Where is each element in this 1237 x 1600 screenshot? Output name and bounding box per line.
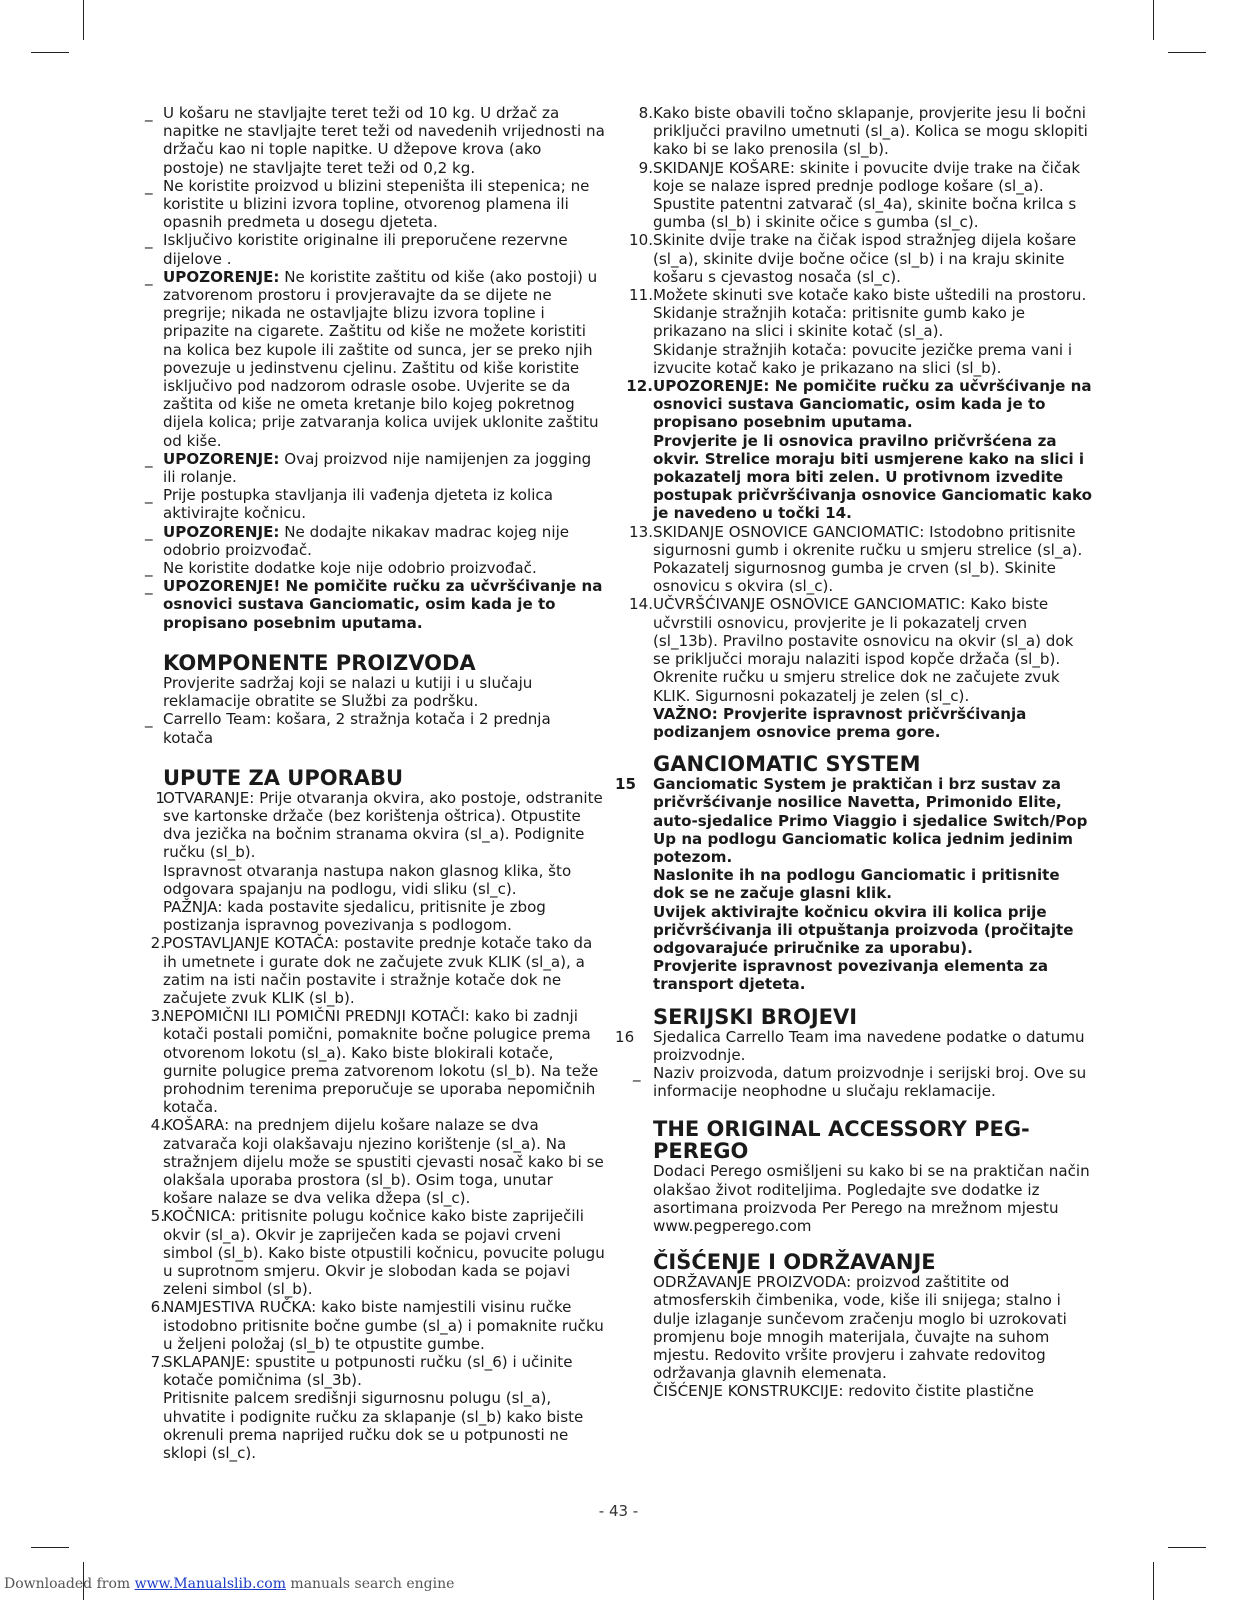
footer-suffix: manuals search engine (285, 1576, 455, 1592)
warning-item: _ UPOZORENJE: Ne koristite zaštitu od kiše (ako postoji) u zatvorenom prostoru i provjeravajte da se dijete ne pregrije; nikada ne ostavljajte blizu izvora topline i pripazite na cigarete. Zaštitu od kiše ne možete koristiti na kolica bez kupole ili zaštite od sunca, jer se preko njih povezuje u jedinstvenu cjelinu. Zaštitu od kiše koristite isključivo pod nadzorom odrasle osobe. Uvjerite se da zaštita od kiše ne ometa kretanje bilo kojeg pokretnog dijela kolica; prije zatvaranja kolica uvijek uklonite zaštitu od kiše. (145, 267, 599, 450)
instruction-item: 8. Kako biste obavili točno sklapanje, provjerite jesu li bočni priključci pravilno umetnuti (sl_a). Kolica se mogu sklopiti kako bi se lako prenosila (sl_b). (638, 104, 1088, 159)
instruction-item: 4. KOŠARA: na prednjem dijelu košare nalaze se dva zatvarača koji olakšavaju njezino korištenje (sl_a). Na stražnjem dijelu može se spustiti cjevasti nosač kako bi se olakšala uporaba prostora (sl_b). Osim toga, unutar košare nalaze se dva velika džepa (sl_c). (150, 1116, 604, 1208)
section-heading-upute: UPUTE ZA UPORABU (163, 765, 404, 790)
komponente-bullet: _ Carrello Team: košara, 2 stražnja kotača i 2 prednja kotača (145, 710, 551, 747)
ganciomatic-item: 15 Ganciomatic System je praktičan i brz sustav za pričvršćivanje nosilice Navetta, Primonido Elite, auto-sjedalice Primo Viaggio i sjedalice Switch/Pop Up na podlogu Ganciomatic kolica jednim jedinim potezom. Naslonite ih na podlogu Ganciomatic i pritisnite dok se ne začuje glasni klik. Uvijek aktivirajte kočnicu okvira ili kolica prije pričvršćivanja ili otpuštanja proizvoda (pročitajte odgovarajuće priručnike za uporabu). Provjerite ispravnost povezivanja elementa za transport djeteta. (615, 775, 1088, 994)
instruction-item: 6. NAMJESTIVA RUČKA: kako biste namjestili visinu ručke istodobno pritisnite bočne gumbe (sl_a) i pomaknite ručku u željeni položaj (sl_b) te otpustite gumbe. (150, 1298, 604, 1353)
crop-mark (83, 0, 84, 40)
crop-mark (31, 1547, 69, 1548)
warning-item: _ Ne koristite dodatke koje nije odobrio proizvođač. (145, 559, 537, 578)
instruction-item: 9. SKIDANJE KOŠARE: skinite i povucite dvije trake na čičak koje se nalaze ispred prednje podloge košare (sl_a). Spustite patentni zatvarač (sl_4a), skinite bočna krilca s gumba (sl_b) i skinite očice s gumba (sl_c). (638, 158, 1081, 232)
download-footer (4, 1576, 454, 1592)
section-heading-ganciomatic: GANCIOMATIC SYSTEM (653, 752, 921, 777)
serijski-item: 16 Sjedalica Carrello Team ima navedene podatke o datumu proizvodnje. (615, 1027, 1085, 1064)
instruction-item: 11. Možete skinuti sve kotače kako biste uštedili na prostoru. Skidanje stražnjih kotača: pritisnite gumb kako je prikazano na slici i skinite kotač (sl_a). Skidanje stražnjih kotača: povucite jezičke prema vani i izvucite kotač kako je prikazano na slici (sl_b). (628, 286, 1087, 377)
komponente-text: Provjerite sadržaj koji se nalazi u kutiji i u slučaju reklamacije obratite se Službi za podršku. (163, 673, 533, 711)
section-heading-komponente: KOMPONENTE PROIZVODA (163, 650, 476, 675)
page-number: - 43 - (598, 1502, 639, 1520)
warning-item: _ UPOZORENJE! Ne pomičite ručku za učvršćivanje na osnovici sustava Ganciomatic, osim kada je to propisano posebnim uputama. (145, 577, 603, 632)
crop-mark (1168, 1547, 1206, 1548)
instruction-item: 7. SKLAPANJE: spustite u potpunosti ručku (sl_6) i učinite kotače pomičnima (sl_3b). Pritisnite palcem središnji sigurnosnu polugu (sl_a), uhvatite i podignite ručku za sklapanje (sl_b) kako biste okrenuli prema naprijed ručku dok se u potpunosti ne sklopi (sl_c). (150, 1353, 584, 1463)
instruction-item-warning: 12. UPOZORENJE: Ne pomičite ručku za učvršćivanje na osnovici sustava Ganciomatic, osim kada je to propisano posebnim uputama. Provjerite je li osnovica pravilno pričvršćena za okvir. Strelice moraju biti usmjerene kako na slici i pokazatelj mora biti zelen. U protivnom izvedite postupak pričvršćivanja osnovice Ganciomatic kako je navedeno u točki 14. (626, 377, 1093, 523)
crop-mark (1153, 1562, 1154, 1600)
warning-item: _ UPOZORENJE: Ne dodajte nikakav madrac kojeg nije odobrio proizvođač. (145, 522, 570, 559)
manualslib-link[interactable]: www.Manualslib.com (134, 1576, 286, 1592)
instruction-item: 1 OTVARANJE: Prije otvaranja okvira, ako postoje, odstranite sve kartonske držače (bez korištenja oštrica). Otpustite dva jezička na bočnim stranama okvira (sl_a). Podignite ručku (sl_b). Ispravnost otvaranja nastupa nakon glasnog klika, što odgovara spajanju na podlogu, vidi sliku (sl_c). PAŽNJA: kada postavite sjedalicu, pritisnite je zbog postizanja ispravnog povezivanja s podlogom. (155, 788, 603, 935)
footer-prefix: Downloaded from (4, 1576, 135, 1592)
serijski-bullet: _ Naziv proizvoda, datum proizvodnje i serijski broj. Ove su informacije neophodne u slučaju reklamacije. (633, 1063, 1087, 1101)
crop-mark (1168, 52, 1206, 53)
instruction-item: 5. KOČNICA: pritisnite polugu kočnice kako biste zapriječili okvir (sl_a). Okvir je zapriječen kada se pojavi crveni simbol (sl_b). Kako biste otpustili kočnicu, povucite polugu u suprotnom smjeru. Okvir je slobodan kada se pojavi zeleni simbol (sl_b). (150, 1207, 605, 1299)
section-heading-accessory: THE ORIGINAL ACCESSORY PEG-PEREGO (653, 1117, 1030, 1164)
accessory-text: Dodaci Perego osmišljeni su kako bi se na praktičan način olakšao život roditeljima. Pogledajte sve dodatke iz asortimana proizvoda Per Perego na mrežnom mjestu www.pegperego.com (653, 1162, 1090, 1235)
left-column (145, 104, 605, 1462)
section-heading-serijski: SERIJSKI BROJEVI (653, 1004, 858, 1029)
instruction-item: 3. NEPOMIČNI ILI POMIČNI PREDNJI KOTAČI: kako bi zadnji kotači postali pomični, pomaknite bočne polugice prema otvorenom lokotu (sl_a). Kako biste blokirali kotače, gurnite polugice prema zatvorenom lokotu (sl_b). Na teže prohodnim terenima preporučuje se uporaba nepomičnih kotača. (150, 1007, 599, 1117)
crop-mark (31, 52, 69, 53)
warning-item: _ Ne koristite proizvod u blizini stepeništa ili stepenica; ne koristite u blizini izvora topline, otvorenog plamena ili opasnih predmeta u dosegu djeteta. (145, 176, 590, 232)
warning-item: _ U košaru ne stavljajte teret teži od 10 kg. U držač za napitke ne stavljajte teret teži od navedenih vrijednosti na držaču kao ni tople napitke. U džepove krova (ako postoje) ne stavljajte teret teži od 0,2 kg. (145, 104, 605, 177)
instruction-item: 10. Skinite dvije trake na čičak ispod stražnjeg dijela košare (sl_a), skinite dvije bočne očice (sl_b) i na kraju skinite košaru s cjevastog nosača (sl_c). (628, 231, 1077, 286)
instruction-item: 13. SKIDANJE OSNOVICE GANCIOMATIC: Istodobno pritisnite sigurnosni gumb i okrenite ručku u smjeru strelice (sl_a). Pokazatelj sigurnosnog gumba je crven (sl_b). Skinite osnovicu s okvira (sl_c). (628, 522, 1083, 596)
section-heading-ciscenje: ČIŠĆENJE I ODRŽAVANJE (653, 1250, 936, 1275)
instruction-item: 14. UČVRŠĆIVANJE OSNOVICE GANCIOMATIC: Kako biste učvrstili osnovicu, provjerite je li pokazatelj crven (sl_13b). Pravilno postavite osnovicu na okvir (sl_a) dok se priključci moraju nalaziti ispod kopče držača (sl_b). Okrenite ručku u smjeru strelice dok ne začujete zvuk KLIK. Sigurnosni pokazatelj je zelen (sl_c). VAŽNO: Provjerite ispravnost pričvršćivanja podizanjem osnovice prema gore. (628, 595, 1074, 741)
warning-item: _ UPOZORENJE: Ovaj proizvod nije namijenjen za jogging ili rolanje. (145, 449, 592, 487)
warning-item: _ Prije postupka stavljanja ili vađenja djeteta iz kolica aktivirajte kočnicu. (145, 486, 553, 523)
instruction-item: 2. POSTAVLJANJE KOTAČA: postavite prednje kotače tako da ih umetnete i gurate dok ne začujete zvuk KLIK (sl_a), a zatim na isti način postavite i stražnje kotače dok ne začujete zvuk KLIK (sl_b). (150, 934, 593, 1007)
crop-mark (1153, 0, 1154, 40)
warning-item: _ Isključivo koristite originalne ili preporučene rezervne dijelove . (145, 231, 568, 268)
right-column (615, 104, 1095, 1401)
ciscenje-text: ODRŽAVANJE PROIZVODA: proizvod zaštitite od atmosferskih čimbenika, vode, kiše ili snijega; stalno i dulje izlaganje sunčevom zračenju moglo bi uzrokovati promjenu boje mnogih materijala, čuvajte na suhom mjestu. Redovito vršite provjeru i zahvate redovitog održavanja glavnih elemenata. ČIŠĆENJE KONSTRUKCIJE: redovito čistite plastične (653, 1273, 1067, 1401)
